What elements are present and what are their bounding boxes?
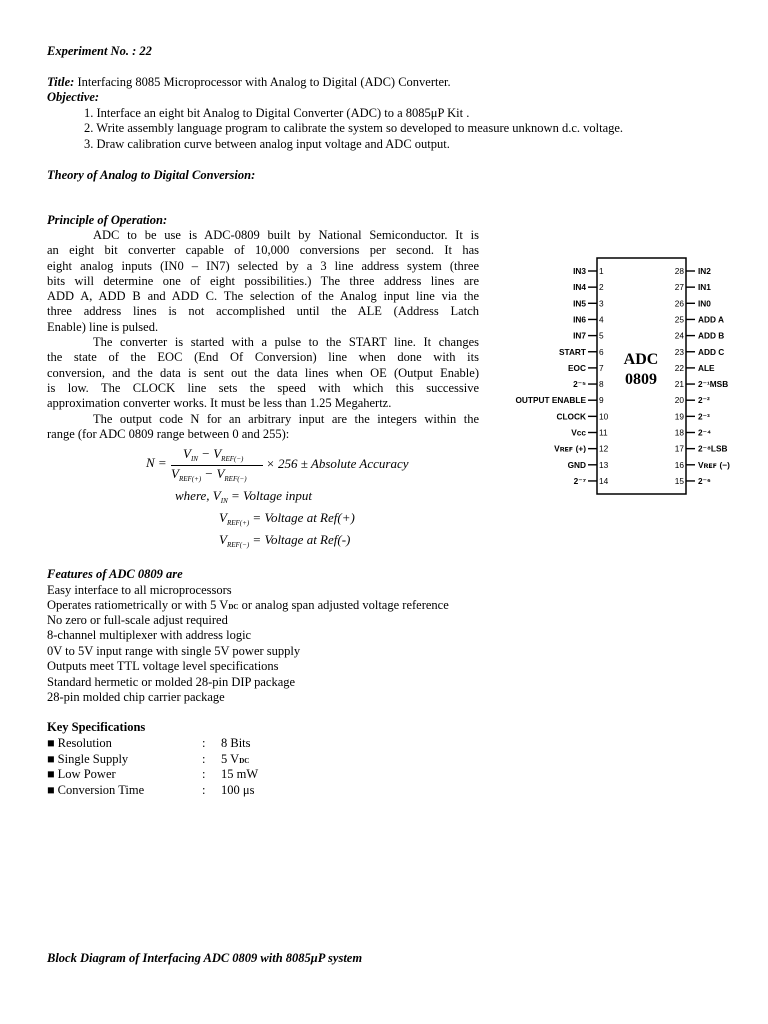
pin-number: 16 xyxy=(674,459,684,470)
where-v: V xyxy=(212,488,221,503)
objective-label: Objective: xyxy=(47,90,100,104)
principle-line: three address lines is not accomplished until the ALE (Address Latch xyxy=(47,304,479,319)
where-sub: IN xyxy=(220,497,228,505)
pin-number: 2 xyxy=(599,282,604,293)
features-heading: Features of ADC 0809 are xyxy=(47,567,183,581)
pin-number: 11 xyxy=(599,427,608,438)
pin-label: ALE xyxy=(698,362,715,373)
pin-label: GND xyxy=(567,459,586,470)
vref-minus-text: = Voltage at Ref(-) xyxy=(252,532,351,547)
spec-value xyxy=(221,752,249,767)
pin-label: Vʀᴇꜰ (+) xyxy=(554,443,586,454)
objective-3: 3. Draw calibration curve between analog input voltage and ADC output. xyxy=(84,137,450,151)
pin-number: 1 xyxy=(599,266,604,276)
theory-heading: Theory of Analog to Digital Conversion: xyxy=(47,168,256,182)
feature-dc-sub: DC xyxy=(228,603,239,611)
spec-label: ■ Low Power xyxy=(47,767,116,781)
vref-minus-v: V xyxy=(219,532,227,547)
pin-label: IN0 xyxy=(698,298,711,309)
pin-number: 18 xyxy=(674,427,684,438)
spec-label: ■ Single Supply xyxy=(47,752,129,766)
feature-item: Outputs meet TTL voltage level specifications xyxy=(47,659,279,673)
title-label: Title: xyxy=(47,75,75,89)
pin-number: 10 xyxy=(599,411,609,422)
pin-label: 2⁻⁴ xyxy=(698,427,712,438)
title-text: Interfacing 8085 Microprocessor with Analog to Digital (ADC) Converter. xyxy=(77,75,451,89)
pin-label: ADD C xyxy=(698,346,725,357)
spec-value: 8 Bits xyxy=(221,736,251,750)
eq-num-minus: − V xyxy=(201,446,222,461)
pin-label: IN4 xyxy=(573,282,586,293)
eq-den-v: V xyxy=(171,466,179,481)
pin-number: 14 xyxy=(599,475,609,486)
eq-den-minus: − V xyxy=(204,466,225,481)
pin-number: 9 xyxy=(599,395,604,406)
specs-heading: Key Specifications xyxy=(47,720,146,734)
pin-label: IN1 xyxy=(698,282,711,293)
pin-number: 20 xyxy=(674,395,684,406)
objective-2: 2. Write assembly language program to calibrate the system so developed to measure unknown d.c. voltage. xyxy=(84,121,624,135)
converter-line: the state of the EOC (End Of Conversion) line when done with its xyxy=(47,350,479,365)
converter-line: The converter is started with a pulse to the START line. It changes xyxy=(93,335,479,350)
chip-name-2: 0809 xyxy=(625,371,657,388)
pin-label: IN6 xyxy=(573,314,586,325)
principle-line: Enable) line is pulsed. xyxy=(47,319,159,334)
spec-dc-sub: DC xyxy=(239,757,250,765)
pin-label: 2⁻¹MSB xyxy=(698,379,729,390)
feature-item: No zero or full-scale adjust required xyxy=(47,613,228,627)
pin-label: 2⁻⁵ xyxy=(573,379,586,390)
principle-heading: Principle of Operation: xyxy=(47,213,168,227)
principle-paragraph xyxy=(47,228,479,442)
feature-tail: or analog span adjusted voltage reference xyxy=(238,598,449,612)
vref-plus-text: = Voltage at Ref(+) xyxy=(252,510,355,525)
eq-den-sub2: REF(−) xyxy=(224,475,247,483)
feature-item: 8-channel multiplexer with address logic xyxy=(47,628,252,642)
feature-item: Easy interface to all microprocessors xyxy=(47,583,232,597)
objective-1: 1. Interface an eight bit Analog to Digital Converter (ADC) to a 8085μP Kit . xyxy=(84,106,470,120)
pin-number: 12 xyxy=(599,443,609,454)
where-line xyxy=(175,488,312,505)
pin-label: 2⁻⁶ xyxy=(698,475,711,486)
spec-label: ■ Resolution xyxy=(47,736,112,750)
pin-label: START xyxy=(558,346,586,357)
pin-label: EOC xyxy=(568,362,586,373)
spec-label: ■ Conversion Time xyxy=(47,783,145,797)
pin-number: 21 xyxy=(674,379,684,390)
spec-colon: : xyxy=(202,783,206,797)
pin-label: IN3 xyxy=(573,266,586,276)
spec-colon: : xyxy=(202,767,206,781)
pin-label: Vᴄᴄ xyxy=(571,427,586,438)
pin-number: 19 xyxy=(674,411,684,422)
pin-label: OUTPUT ENABLE xyxy=(515,395,586,406)
converter-line: approximation converter works. It must be less than 1.25 Megahertz. xyxy=(47,396,392,411)
pin-number: 22 xyxy=(674,362,684,373)
spec-colon: : xyxy=(202,752,206,766)
eq-den-sub1: REF(+) xyxy=(178,475,202,483)
spec-value: 100 μs xyxy=(221,783,255,797)
chip-name-1: ADC xyxy=(623,351,659,368)
equation-tail: × 256 ± Absolute Accuracy xyxy=(266,456,409,471)
vref-plus-sub: REF(+) xyxy=(226,519,250,527)
pin-number: 15 xyxy=(674,475,684,486)
pin-number: 24 xyxy=(674,330,684,341)
pin-label: Vʀᴇꜰ (−) xyxy=(698,459,730,470)
title-line xyxy=(47,75,451,90)
pin-number: 26 xyxy=(674,298,684,309)
vref-plus-v: V xyxy=(219,510,227,525)
pin-label: IN7 xyxy=(573,330,586,341)
pin-label: CLOCK xyxy=(556,411,586,422)
output-line: The output code N for an arbitrary input are the integers within the xyxy=(93,411,479,426)
spec-value: 15 mW xyxy=(221,767,259,781)
equation-numerator xyxy=(183,446,243,463)
pin-label: ADD A xyxy=(698,314,724,325)
pin-number: 5 xyxy=(599,330,604,341)
pin-number: 3 xyxy=(599,298,604,309)
principle-line: ADD A, ADD B and ADD C. The selection of the Analog input line via the xyxy=(47,289,479,304)
feature-item: 0V to 5V input range with single 5V power supply xyxy=(47,644,301,658)
pin-label: 2⁻⁷ xyxy=(573,475,586,486)
pin-number: 23 xyxy=(674,346,684,357)
eq-num-sub1: IN xyxy=(190,455,198,463)
pin-label: 2⁻² xyxy=(698,395,710,406)
spec-colon: : xyxy=(202,736,206,750)
converter-line: is low. The CLOCK line sets the speed with which this successive xyxy=(47,380,479,395)
equation-denominator xyxy=(171,466,247,483)
eq-num-sub2: REF(−) xyxy=(221,455,244,463)
feature-text: Operates ratiometrically or with 5 V xyxy=(47,598,229,612)
vref-plus-line xyxy=(219,510,355,527)
principle-line: ADC to be use is ADC-0809 built by National Semiconductor. It is xyxy=(93,228,479,242)
pin-label: IN5 xyxy=(573,298,586,309)
pin-label: 2⁻⁸LSB xyxy=(698,443,728,454)
pin-number: 27 xyxy=(674,282,684,293)
spec-value-text: 5 V xyxy=(221,752,240,766)
principle-line: bits will determine one of eight possibilities.) The three address lines are xyxy=(47,273,479,288)
pin-number: 17 xyxy=(674,443,684,454)
eq-num-v: V xyxy=(183,446,191,461)
pin-number: 25 xyxy=(674,314,684,325)
pin-label: IN2 xyxy=(698,266,711,276)
block-diagram-heading: Block Diagram of Interfacing ADC 0809 with 8085μP system xyxy=(47,951,363,965)
feature-item: Standard hermetic or molded 28-pin DIP package xyxy=(47,675,296,689)
converter-line: conversion, and the data is sent out the data lines when OE (Output Enable) xyxy=(47,365,479,380)
pin-number: 7 xyxy=(599,362,604,373)
feature-item xyxy=(47,598,449,613)
pin-number: 4 xyxy=(599,314,604,325)
left-pins xyxy=(515,266,608,486)
pin-label: 2⁻³ xyxy=(698,411,710,422)
where-label: where, xyxy=(175,488,210,503)
equation-n: N = xyxy=(146,455,167,470)
output-line: range (for ADC 0809 range between 0 and 255): xyxy=(47,426,290,441)
pin-number: 28 xyxy=(674,266,684,276)
vref-minus-sub: REF(−) xyxy=(226,541,250,549)
pin-label: ADD B xyxy=(698,330,725,341)
pin-number: 8 xyxy=(599,379,604,390)
experiment-number: Experiment No. : 22 xyxy=(47,44,152,58)
where-text: = Voltage input xyxy=(231,488,312,503)
pin-number: 6 xyxy=(599,346,604,357)
pin-number: 13 xyxy=(599,459,609,470)
adc0809-pinout-diagram xyxy=(510,255,750,500)
feature-item: 28-pin molded chip carrier package xyxy=(47,690,225,704)
principle-line: eight analog inputs (IN0 – IN7) selected by a 3 line address system (three xyxy=(47,258,479,273)
principle-line: an eight bit converter capable of 10,000 conversions per second. It has xyxy=(47,243,479,258)
vref-minus-line xyxy=(219,532,350,549)
